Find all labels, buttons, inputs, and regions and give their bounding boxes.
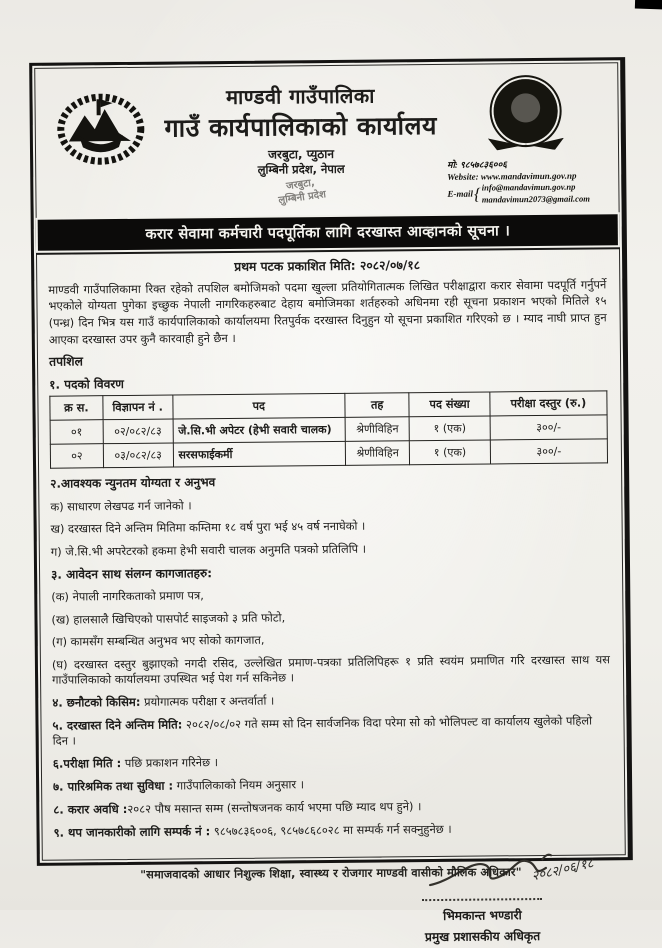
signatory-title: प्रमुख प्रशासकीय अधिकृत [424,928,541,944]
email-line: E-mail { info@mandavimun.gov.np mandavimun2073@gmail.com [447,182,590,205]
col-count: पद संख्या [409,392,490,417]
email-1: info@mandavimun.gov.np [481,182,576,193]
brace-glyph: { [473,184,481,204]
letterhead [46,72,605,209]
published-date-line: प्रथम पटक प्रकाशित मिति: २०८२/०७/१८ [234,257,421,274]
numbered-item-7: ७. पारिश्रमिक तथा सुविधा : गाउँपालिकाको नियम अनुसार । [53,776,305,794]
list-item: ग) जे.सि.भी अपरेटरको हकमा हेभी सवारी चालक अनुमति पत्रको प्रतिलिपि । [50,541,367,559]
office-ink-stamp: जरबुटा, लुम्बिनी प्रदेश [277,177,327,207]
nepal-coat-of-arms-icon [46,77,155,170]
col-fee: परीक्षा दस्तुर (रु.) [490,391,607,416]
handwritten-date: २०८२/०६/१८ [530,855,596,885]
section1-heading: १. पदको विवरण [49,377,125,392]
list-item: क) साधारण लेखपढ गर्न जानेको । [50,497,192,514]
office-name: गाउँ कार्यपालिकाको कार्यालय [164,110,438,143]
list-item: (ग) कामसँग सम्बन्धित अनुभव भए सोको कागजात, [51,632,265,649]
list-item: (ख) हालसालै खिचिएको पासपोर्ट साइजको ३ प्रति फोटो, [51,610,286,627]
nepal-coat-of-arms-icon [54,89,147,170]
section2-heading: २.आवश्यक न्युनतम योग्यता र अनुभव [50,475,216,491]
table-row: ०२ ०३/०८२/८३ सरसफाईकर्मी श्रेणीविहिन १ (एक) ३००/- [50,439,607,468]
numbered-item-4: ४. छनौटको किसिम: प्रयोगात्मक परीक्षा र अन्तर्वार्ता । [52,693,275,710]
municipal-seal-icon [493,79,558,144]
list-item: (घ) दरखास्त दस्तुर बुझाएको नगदी रसिद, उल्लेखित प्रमाण-पत्रका प्रतिलिपिहरू १ प्रति स्वयंम प्रमाणित गरि दरखास्त साथ यस गाउँपालिकाको कार्यालयमा उपस्थित भई पेश गर्न सकिनेछ । [51,651,610,687]
notice-title-bar: करार सेवामा कर्मचारी पदपूर्तिका लागि दरखास्त आव्हानको सूचना । [38,214,618,251]
tapasil-heading: तपशिल [48,354,83,369]
numbered-item-8: ८. करार अवधि :२०८२ पौष मसान्त सम्म (सन्तोषजनक कार्य भएमा पछि म्याद थप हुने) । [53,798,422,817]
mobile-number: मो: ९८५७८३६००६ [447,159,507,170]
section3-heading: ३. आवेदन साथ संलग्न कागजातहरु: [51,565,213,582]
numbered-item-6: ६.परीक्षा मिति : पछि प्रकाशन गरिनेछ । [52,754,219,771]
scan-corner-artifact [635,0,662,10]
table-row: ०१ ०२/०८२/८३ जे.सि.भी अपेटर (हेभी सवारी चालक) श्रेणीविहिन १ (एक) ३००/- [50,415,607,444]
list-item: ख) दरखास्त दिने अन्तिम मितिमा कम्तिमा १८ वर्ष पुरा भई ४५ वर्ष ननाघेको । [50,518,366,536]
list-item: (क) नेपाली नागरिकताको प्रमाण पत्र, [51,588,204,604]
col-advert-no: विज्ञापन नं . [103,395,173,420]
email-2: mandavimun2073@gmail.com [481,193,590,205]
address-line-1: जरबुटा, प्युठान [268,146,335,162]
org-name: माण्डवी गाउँपालिका [225,83,376,109]
col-level: तह [345,393,409,418]
website-line: Website: www.mandavimun.gov.np [447,170,577,182]
intro-paragraph: माण्डवी गाउँपालिकामा रिक्त रहेको तपशिल बमोजिमको पदमा खुल्ला प्रतियोगितात्मक लिखित परीक्षाद्वारा करार सेवामा पदपूर्ति गर्नुपर्ने भएकोले योग्यता पुगेका इच्छुक नेपाली नागरिकहरुबाट देहाय बमोजिमका शर्तहरुको अधिनमा रही सूचना प्रकाशन भएको मितिले १५ (पन्ध्र) दिन भित्र यस गाउँ कार्यपालिकाको कार्यालयमा रितपुर्वक दरखास्त दिनुहुन यो सूचना प्रकाशित गरिएको छ । म्याद नाघी प्राप्त हुन आएका दरखास्त उपर कुनै कारवाही हुने छैन । [48,277,607,347]
numbered-item-9: ९. थप जानकारीको लागि सम्पर्क नं : ९८५७८३६००६, ९८५७८६८०२८ मा सम्पर्क गर्न सक्नुहुनेछ । [53,821,452,840]
contact-block [447,158,605,205]
col-serial: क्र स. [50,396,103,421]
numbered-item-5: ५. दरखास्त दिने अन्तिम मिति: २०८२/०८/०२ गते सम्म सो दिन सार्वजनिक विदा परेमा सो को भोलिपल्ट वा कार्यालय खुलेको पहिलो दिन । [52,713,593,748]
website-url: www.mandavimun.gov.np [480,170,577,182]
footer-slogan: "समाजवादको आधार निशुल्क शिक्षा, स्वास्थ्य र रोजगार माण्डवी वासीको मौलिक अधिकार" [140,865,522,882]
positions-table [49,390,608,468]
address-line-2: लुम्बिनी प्रदेश, नेपाल [257,161,345,177]
signatory-name: भिमकान्त भण्डारी [442,907,522,923]
signature-block [362,845,613,945]
col-position: पद [172,393,345,419]
